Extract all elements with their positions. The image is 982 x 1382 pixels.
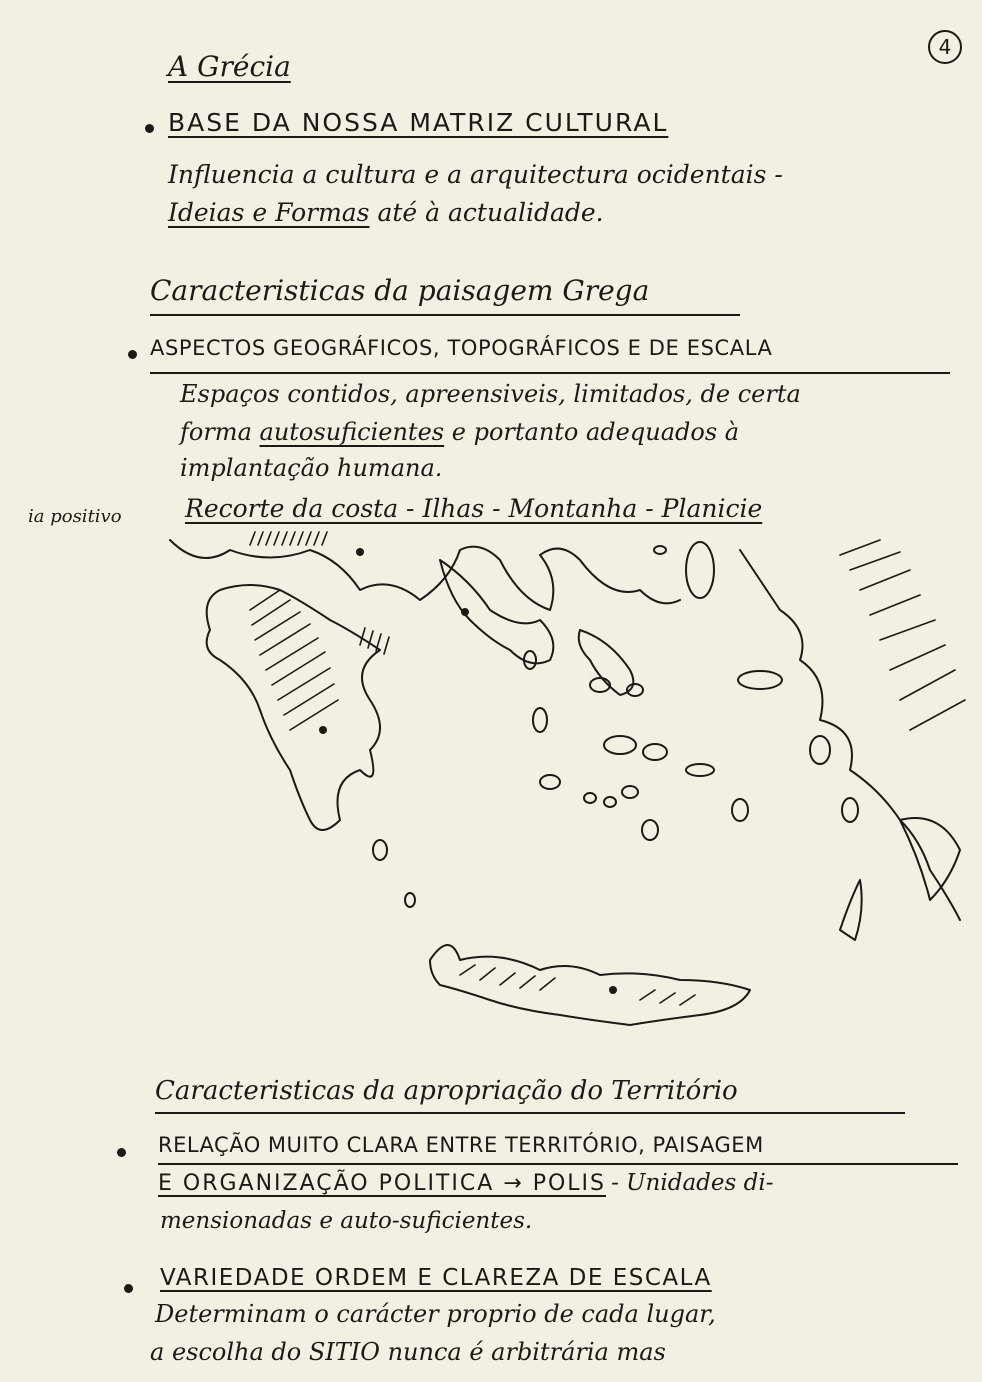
- section3-bullet1-underline: [158, 1163, 958, 1165]
- bullet-icon: [128, 350, 137, 359]
- island: [840, 880, 862, 940]
- section3-bullet2-line1: Determinam o carácter proprio de cada lugar,: [155, 1300, 716, 1328]
- island: [643, 744, 667, 760]
- section1-line2-rest: até à actualidade.: [377, 198, 604, 227]
- section2-line2: [180, 418, 739, 446]
- bullet-icon: [117, 1148, 126, 1157]
- section2-heading: ASPECTOS GEOGRÁFICOS, TOPOGRÁFICOS E DE ESCALA: [150, 336, 773, 360]
- island: [810, 736, 830, 764]
- island: [686, 764, 714, 776]
- section3-bullet1-line2-rest: - Unidades di-: [611, 1170, 774, 1196]
- island: [654, 546, 666, 554]
- island: [604, 797, 616, 807]
- island: [533, 708, 547, 732]
- asia-minor-coast: [740, 550, 960, 920]
- island: [540, 775, 560, 789]
- section3-title-underline: [155, 1112, 905, 1114]
- section2-autosuficientes: autosuficientes: [259, 418, 445, 446]
- section1-line2: [168, 198, 604, 227]
- peloponnese-outline: [207, 585, 380, 830]
- island: [842, 798, 858, 822]
- polis-text: E ORGANIZAÇÃO POLITICA → POLIS: [158, 1171, 606, 1196]
- section3-bullet2-heading: VARIEDADE ORDEM E CLAREZA DE ESCALA: [160, 1265, 712, 1291]
- island: [622, 786, 638, 798]
- section3-bullet2-line2: a escolha do SITIO nunca é arbitrária mas: [150, 1338, 666, 1366]
- section3-bullet1-line3: mensionadas e auto-suficientes.: [160, 1208, 533, 1234]
- section2-subline: Recorte da costa - Ilhas - Montanha - Planicie: [185, 494, 763, 523]
- page-title: A Grécia: [168, 50, 291, 83]
- island: [732, 799, 748, 821]
- island: [524, 651, 536, 669]
- city-dots: [319, 548, 617, 994]
- section3-bullet1-line2: [158, 1170, 773, 1196]
- euboea-island: [579, 630, 634, 695]
- greece-map-sketch: [160, 520, 980, 1060]
- island: [604, 736, 636, 754]
- section2-line1: Espaços contidos, apreensiveis, limitados, de certa: [180, 380, 801, 408]
- section1-ideas-forms: Ideias e Formas: [168, 198, 370, 227]
- section3-bullet1-line1: RELAÇÃO MUITO CLARA ENTRE TERRITÓRIO, PAISAGEM: [158, 1133, 764, 1157]
- island: [373, 840, 387, 860]
- margin-note: ia positivo: [28, 506, 122, 527]
- crete-outline: [430, 945, 750, 1025]
- section2-line2-start: forma: [180, 418, 252, 446]
- section2-line2-end: e portanto adequados à: [451, 418, 740, 446]
- island: [642, 820, 658, 840]
- page-number: 4: [928, 30, 962, 64]
- section3-title: Caracteristicas da apropriação do Território: [155, 1076, 738, 1106]
- section2-title: Caracteristicas da paisagem Grega: [150, 274, 650, 307]
- mainland-north-coast: [170, 540, 680, 610]
- section1-line1: Influencia a cultura e a arquitectura ocidentais -: [168, 160, 783, 189]
- section2-title-underline: [150, 314, 740, 316]
- island: [584, 793, 596, 803]
- island: [686, 542, 714, 598]
- bullet-icon: [124, 1284, 133, 1293]
- section2-heading-underline: [150, 372, 950, 374]
- bullet-icon: [145, 124, 154, 133]
- attica-euboea: [440, 560, 553, 663]
- section1-heading: BASE DA NOSSA MATRIZ CULTURAL: [168, 108, 669, 137]
- section2-line3: implantação humana.: [180, 454, 443, 482]
- island: [738, 671, 782, 689]
- island: [405, 893, 415, 907]
